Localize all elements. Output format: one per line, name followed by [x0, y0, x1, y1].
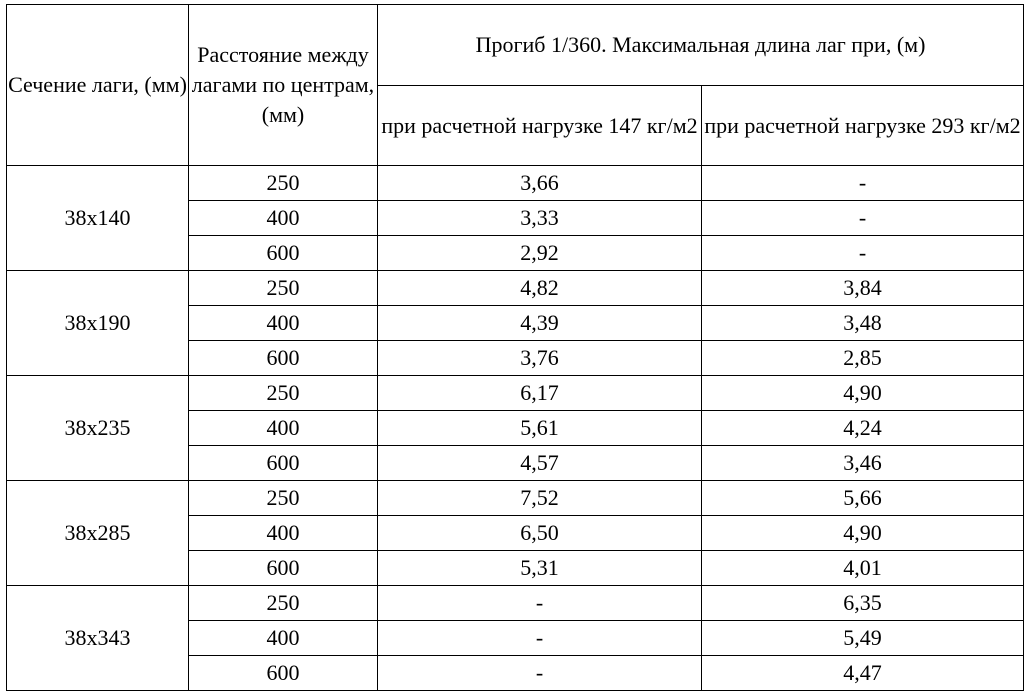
table-row	[7, 376, 1024, 411]
spacing-cell: 600	[189, 656, 378, 691]
spacing-cell: 250	[189, 481, 378, 516]
load-147-cell: 4,57	[378, 446, 702, 481]
table-row	[7, 481, 1024, 516]
load-293-cell: 4,90	[702, 516, 1024, 551]
joist-span-table	[6, 4, 1024, 691]
section-cell: 38x235	[7, 376, 189, 481]
table-body	[7, 166, 1024, 691]
load-147-cell: 6,17	[378, 376, 702, 411]
spacing-cell: 250	[189, 376, 378, 411]
load-293-cell: 3,46	[702, 446, 1024, 481]
load-147-cell: 5,31	[378, 551, 702, 586]
header-load-293: при расчетной нагрузке 293 кг/м2	[702, 86, 1024, 166]
spacing-cell: 400	[189, 516, 378, 551]
load-293-cell: 3,48	[702, 306, 1024, 341]
load-293-cell: 3,84	[702, 271, 1024, 306]
load-147-cell: -	[378, 621, 702, 656]
load-293-cell: -	[702, 166, 1024, 201]
load-147-cell: 3,76	[378, 341, 702, 376]
load-147-cell: 2,92	[378, 236, 702, 271]
spacing-cell: 400	[189, 306, 378, 341]
load-147-cell: 7,52	[378, 481, 702, 516]
load-147-cell: 3,33	[378, 201, 702, 236]
spacing-cell: 250	[189, 271, 378, 306]
load-147-cell: -	[378, 656, 702, 691]
load-293-cell: 6,35	[702, 586, 1024, 621]
spacing-cell: 250	[189, 166, 378, 201]
section-cell: 38x190	[7, 271, 189, 376]
spacing-cell: 400	[189, 411, 378, 446]
load-147-cell: -	[378, 586, 702, 621]
spacing-cell: 400	[189, 201, 378, 236]
load-147-cell: 4,39	[378, 306, 702, 341]
load-147-cell: 6,50	[378, 516, 702, 551]
spacing-cell: 600	[189, 446, 378, 481]
header-load-147: при расчетной нагрузке 147 кг/м2	[378, 86, 702, 166]
load-293-cell: 4,47	[702, 656, 1024, 691]
load-147-cell: 3,66	[378, 166, 702, 201]
spacing-cell: 600	[189, 236, 378, 271]
load-293-cell: -	[702, 201, 1024, 236]
spacing-cell: 600	[189, 341, 378, 376]
load-293-cell: 2,85	[702, 341, 1024, 376]
load-293-cell: -	[702, 236, 1024, 271]
section-cell: 38x285	[7, 481, 189, 586]
load-293-cell: 4,01	[702, 551, 1024, 586]
table-row	[7, 586, 1024, 621]
table-row	[7, 271, 1024, 306]
header-spacing: Расстояние между лагами по центрам, (мм)	[189, 5, 378, 166]
load-147-cell: 4,82	[378, 271, 702, 306]
load-293-cell: 5,49	[702, 621, 1024, 656]
header-section: Сечение лаги, (мм)	[7, 5, 189, 166]
section-cell: 38x343	[7, 586, 189, 691]
load-293-cell: 5,66	[702, 481, 1024, 516]
spacing-cell: 400	[189, 621, 378, 656]
load-293-cell: 4,24	[702, 411, 1024, 446]
load-147-cell: 5,61	[378, 411, 702, 446]
table-header	[7, 5, 1024, 166]
spacing-cell: 600	[189, 551, 378, 586]
table-row	[7, 166, 1024, 201]
load-293-cell: 4,90	[702, 376, 1024, 411]
header-max-length: Прогиб 1/360. Максимальная длина лаг при, (м)	[378, 5, 1024, 86]
section-cell: 38x140	[7, 166, 189, 271]
spacing-cell: 250	[189, 586, 378, 621]
